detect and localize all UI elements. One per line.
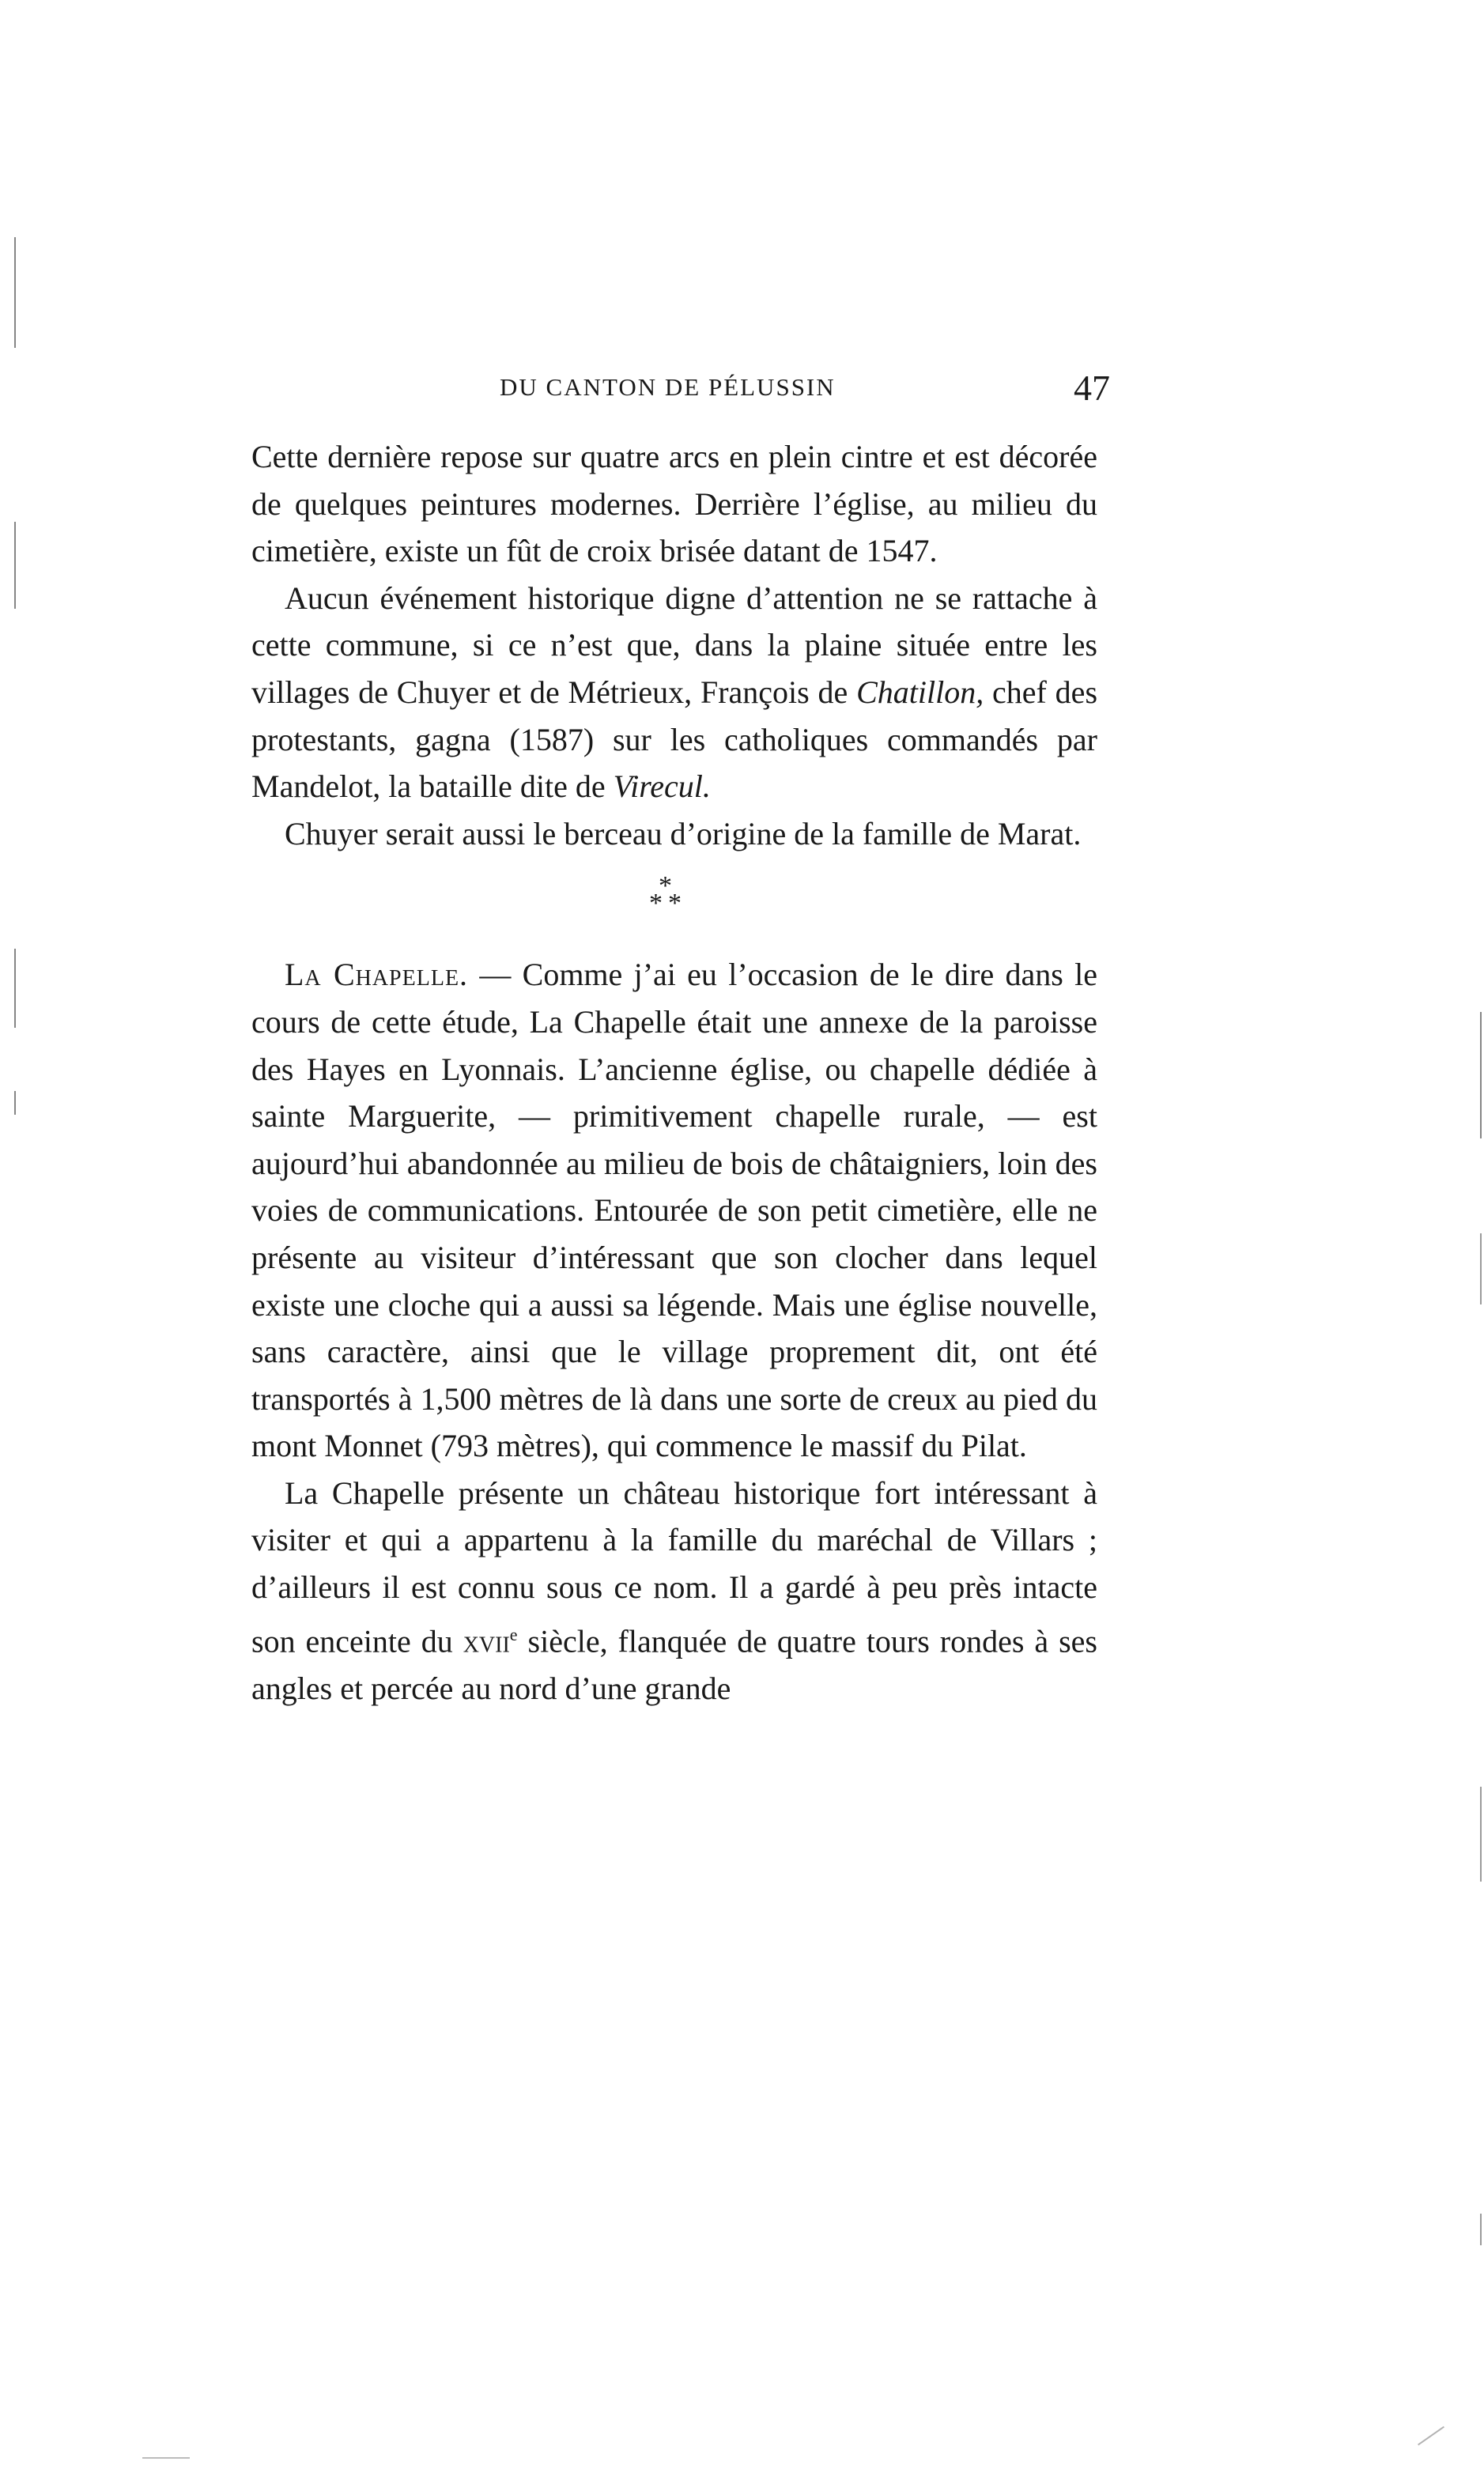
scan-edge-mark [14,237,16,348]
person-name: Chatillon, [856,674,984,710]
scan-edge-mark [1480,2214,1482,2245]
paragraph-marat-family: Chuyer serait aussi le berceau d’origine de la famille de Marat. [285,815,1082,851]
asterism-star-left: * [649,889,663,919]
century-superscript: e [509,1624,518,1644]
asterism-star-right: * [668,889,682,919]
section-title: La Chapelle. [285,957,469,993]
paragraph-chateau [251,1470,1097,1712]
century-numeral: xvii [463,1622,510,1659]
scan-edge-mark [142,2457,190,2459]
page-number: 47 [1074,368,1110,408]
asterism-star-top: * [659,871,672,901]
running-title: DU CANTON DE PÉLUSSIN [500,373,836,401]
paragraph-text: Aucun événement historique digne d’attention ne se rattache à cette commune, si ce n’est que, dans la plaine située entre les villages de Chuyer et de Métrieux, François de [251,579,1097,710]
asterism-separator [251,857,1097,951]
paragraph-text: chef des protestants, gagna (1587) sur les catholiques commandés par Mandelot, la bataille dite de [251,674,1098,805]
scan-edge-mark [1418,2426,1444,2446]
scan-edge-mark [14,949,16,1028]
paragraph-text: La Chapelle présente un château historique fort intéressant à visiter et qui a appartenu à la famille du maréchal de Villars ; d’ailleurs il est connu sous ce nom. Il a gardé à peu près intacte son enceinte du [251,1474,1097,1659]
paragraph-historical-event [251,575,1097,810]
scan-edge-mark [1480,1787,1482,1842]
paragraph-la-chapelle [251,951,1097,1470]
place-name: Virecul. [613,768,711,805]
scan-edge-mark [1480,1012,1482,1138]
scan-edge-mark [14,522,16,609]
body-text [251,433,1097,1712]
paragraph-text: siècle, flanquée de quatre tours rondes à ses angles et percée au nord d’une grande [251,1622,1097,1706]
running-head [251,368,1110,427]
scan-edge-mark [1480,1842,1482,1882]
scan-edge-mark [1480,1233,1482,1304]
paragraph-church-description: Cette dernière repose sur quatre arcs en plein cintre et est décorée de quelques peintures modernes. Derrière l’église, au milieu du cimetière, existe un fût de croix brisée datant de 1547. [251,439,1097,569]
paragraph-text: — Comme j’ai eu l’occasion de le dire dans le cours de cette étude, La Chapelle était une annexe de la paroisse des Hayes en Lyonnais. L’ancienne église, ou chapelle dédiée à sainte Marguerite, — primitivement chapelle rurale, — est aujourd’hui abandonnée au milieu de bois de châtaigniers, loin des voies de communications. Entourée de son petit cimetière, elle ne présente au visiteur d’intéressant que son clocher dans lequel existe une cloche qui a aussi sa légende. Mais une église nouvelle, sans caractère, ainsi que le village proprement dit, ont été transportés à 1,500 mètres de là dans une sorte de creux au pied du mont Monnet (793 mètres), qui commence le massif du Pilat. [251,957,1098,1464]
scan-edge-mark [14,1091,16,1115]
